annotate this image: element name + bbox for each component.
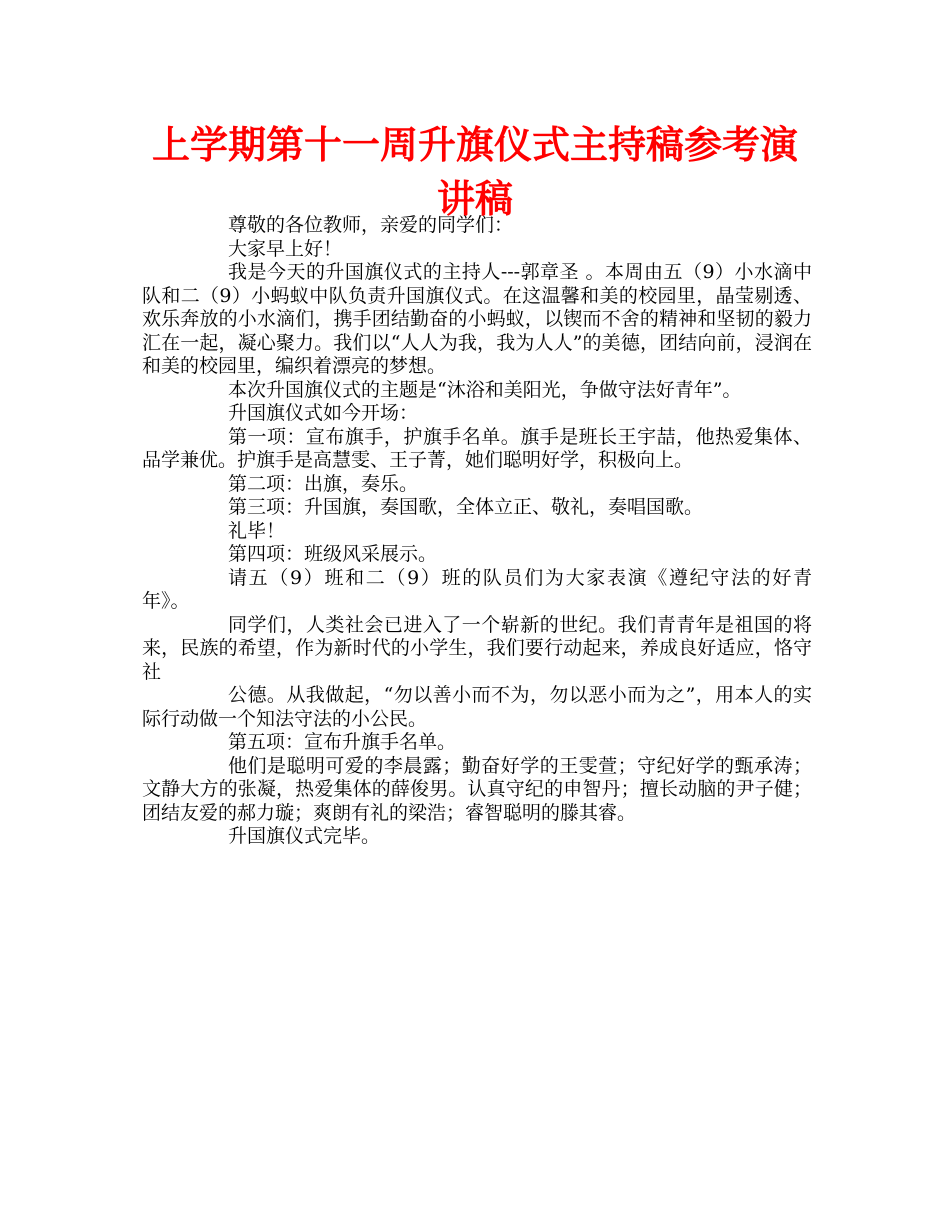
paragraph: 大家早上好！ [228,237,343,260]
paragraph: 请五（9）班和二（9）班的队员们为大家表演《遵纪守法的好青年》。 [142,566,812,612]
paragraph: 第四项：班级风采展示。 [228,543,438,565]
document-body [142,214,812,849]
paragraph: 第一项：宣布旗手，护旗手名单。旗手是班长王宇喆，他热爱集体、品学兼优。护旗手是高慧雯、王子菁，她们聪明好学，积极向上。 [142,425,812,471]
paragraph: 他们是聪明可爱的李晨露；勤奋好学的王雯萱；守纪好学的甄承涛；文静大方的张凝，热爱集体的薛俊男。认真守纪的申智丹；擅长动脑的尹子健；团结友爱的郝力璇；爽朗有礼的梁浩；睿智聪明的滕其睿。 [142,754,812,824]
paragraph: 升国旗仪式如今开场： [228,402,419,424]
paragraph: 本次升国旗仪式的主题是“沐浴和美阳光，争做守法好青年”。 [228,378,742,401]
paragraph: 第三项：升国旗，奏国歌，全体立正、敬礼，奏唱国歌。 [228,496,704,518]
paragraph: 我是今天的升国旗仪式的主持人---郭章圣 。本周由五（9）小水滴中队和二（9）小蚂蚁中队负责升国旗仪式。在这温馨和美的校园里，晶莹剔透、欢乐奔放的小水滴们，携手团结勤奋的小蚂蚁，以锲而不舍的精神和坚韧的毅力汇在一起，凝心聚力。我们以“人人为我，我为人人”的美德，团结向前，浸润在和美的校园里，编织着漂亮的梦想。 [142,261,812,377]
paragraph: 升国旗仪式完毕。 [228,825,381,847]
paragraph: 礼毕！ [228,519,286,542]
document-title: 上学期第十一周升旗仪式主持稿参考演讲稿 [151,123,798,221]
paragraph: 同学们，人类社会已进入了一个崭新的世纪。我们青青年是祖国的将来，民族的希望，作为新时代的小学生，我们要行动起来，养成良好适应，恪守社 [142,613,812,683]
paragraph: 第二项：出旗，奏乐。 [228,472,419,495]
paragraph: 第五项：宣布升旗手名单。 [228,731,457,753]
paragraph: 尊敬的各位教师，亲爱的同学们： [228,214,514,236]
paragraph: 公德。从我做起，“勿以善小而不为，勿以恶小而为之”，用本人的实际行动做一个知法守法的小公民。 [142,684,812,730]
